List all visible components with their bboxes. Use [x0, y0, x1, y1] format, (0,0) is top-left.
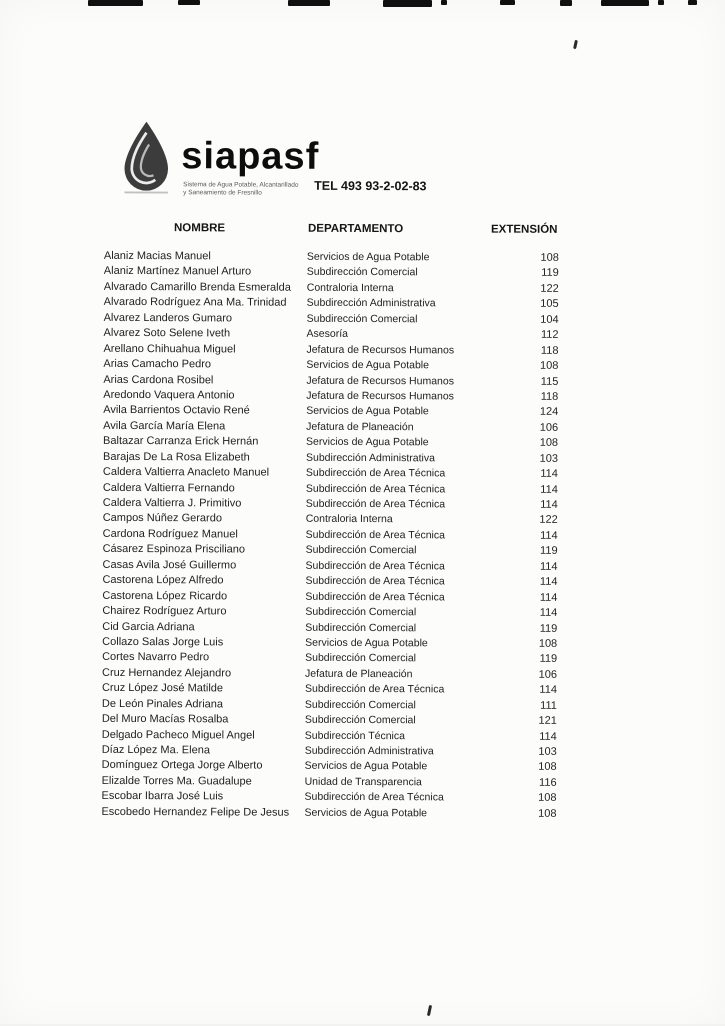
- cell-extension: 118: [506, 343, 558, 359]
- column-header-departamento: DEPARTAMENTO: [308, 223, 403, 235]
- column-header-nombre: NOMBRE: [174, 222, 225, 234]
- cell-departamento: Subdirección de Area Técnica: [305, 574, 505, 590]
- cell-nombre: Del Muro Macías Rosalba: [102, 712, 305, 728]
- cell-nombre: Casas Avila José Guillermo: [102, 558, 305, 574]
- cell-departamento: Contraloria Interna: [306, 512, 506, 528]
- cell-extension: 108: [506, 436, 558, 452]
- cell-departamento: Servicios de Agua Potable: [306, 358, 506, 374]
- cell-nombre: Campos Núñez Gerardo: [103, 511, 306, 527]
- cell-extension: 124: [506, 405, 558, 421]
- cell-departamento: Subdirección de Area Técnica: [306, 528, 506, 544]
- cell-nombre: Escobar Ibarra José Luis: [101, 789, 304, 805]
- cell-nombre: Alvarado Rodríguez Ana Ma. Trinidad: [104, 295, 307, 311]
- cell-nombre: Avila Barrientos Octavio René: [103, 403, 306, 419]
- cell-departamento: Jefatura de Recursos Humanos: [306, 389, 506, 405]
- cell-departamento: Unidad de Transparencia: [305, 775, 505, 791]
- siapasf-logo: [111, 119, 321, 210]
- column-header-extension: EXTENSIÓN: [491, 224, 558, 236]
- cell-nombre: Caldera Valtierra Anacleto Manuel: [103, 465, 306, 481]
- cell-extension: 108: [507, 251, 559, 267]
- cell-departamento: Contraloria Interna: [307, 281, 507, 297]
- cell-nombre: Collazo Salas Jorge Luis: [102, 635, 305, 651]
- cell-departamento: Jefatura de Recursos Humanos: [306, 373, 506, 389]
- cell-departamento: Subdirección Administrativa: [306, 450, 506, 466]
- cell-extension: 108: [506, 359, 558, 375]
- cell-departamento: Subdirección de Area Técnica: [305, 589, 505, 605]
- cell-departamento: Subdirección de Area Técnica: [306, 497, 506, 513]
- cell-extension: 108: [505, 760, 557, 776]
- cell-extension: 108: [504, 806, 556, 822]
- cell-nombre: Alaniz Martínez Manuel Arturo: [104, 264, 307, 280]
- cell-departamento: Subdirección de Area Técnica: [306, 466, 506, 482]
- cell-extension: 114: [505, 606, 557, 622]
- cell-departamento: Jefatura de Recursos Humanos: [306, 342, 506, 358]
- cell-extension: 114: [505, 575, 557, 591]
- cell-nombre: Castorena López Alfredo: [102, 573, 305, 589]
- cell-extension: 114: [505, 559, 557, 575]
- cell-nombre: Escobedo Hernandez Felipe De Jesus: [101, 805, 304, 821]
- cell-departamento: Subdirección de Area Técnica: [304, 790, 504, 806]
- cell-extension: 114: [505, 683, 557, 699]
- cell-nombre: Caldera Valtierra Fernando: [103, 480, 306, 496]
- cell-departamento: Subdirección Técnica: [305, 728, 505, 744]
- cell-departamento: Subdirección Comercial: [307, 312, 507, 328]
- cell-departamento: Jefatura de Planeación: [305, 667, 505, 683]
- logo-tagline-line2: y Saneamiento de Fresnillo: [183, 189, 298, 198]
- cell-extension: 114: [506, 467, 558, 483]
- cell-departamento: Servicios de Agua Potable: [306, 404, 506, 420]
- cell-departamento: Subdirección Comercial: [305, 713, 505, 729]
- cell-departamento: Asesoría: [307, 327, 507, 343]
- cell-nombre: Barajas De La Rosa Elizabeth: [103, 450, 306, 466]
- cell-nombre: Delgado Pacheco Miguel Angel: [102, 727, 305, 743]
- cell-extension: 104: [507, 312, 559, 328]
- cell-nombre: Arias Camacho Pedro: [103, 357, 306, 373]
- cell-extension: 122: [506, 513, 558, 529]
- table-row: [101, 805, 561, 822]
- cell-departamento: Subdirección Comercial: [305, 697, 505, 713]
- cell-departamento: Subdirección Comercial: [307, 265, 507, 281]
- cell-departamento: Servicios de Agua Potable: [305, 636, 505, 652]
- cell-nombre: Aredondo Vaquera Antonio: [103, 388, 306, 404]
- cell-nombre: Cid Garcia Adriana: [102, 619, 305, 635]
- cell-departamento: Servicios de Agua Potable: [306, 435, 506, 451]
- logo-tagline-line1: Sistema de Agua Potable, Alcantarillado: [183, 181, 298, 190]
- cell-nombre: De León Pinales Adriana: [102, 697, 305, 713]
- cell-nombre: Arias Cardona Rosibel: [103, 372, 306, 388]
- water-drop-icon: [117, 119, 175, 202]
- cell-departamento: Subdirección Comercial: [306, 543, 506, 559]
- cell-extension: 103: [505, 745, 557, 761]
- cell-departamento: Subdirección Administrativa: [305, 744, 505, 760]
- cell-departamento: Subdirección de Area Técnica: [305, 559, 505, 575]
- cell-departamento: Servicios de Agua Potable: [305, 759, 505, 775]
- cell-extension: 114: [506, 498, 558, 514]
- cell-nombre: Arellano Chihuahua Miguel: [103, 341, 306, 357]
- cell-nombre: Avila García María Elena: [103, 419, 306, 435]
- cell-extension: 115: [506, 374, 558, 390]
- cell-extension: 112: [507, 328, 559, 344]
- cell-extension: 114: [506, 482, 558, 498]
- cell-extension: 119: [507, 266, 559, 282]
- cell-departamento: Subdirección de Area Técnica: [305, 682, 505, 698]
- cell-extension: 103: [506, 451, 558, 467]
- cell-nombre: Cásarez Espinoza Prisciliano: [103, 542, 306, 558]
- cell-nombre: Baltazar Carranza Erick Hernán: [103, 434, 306, 450]
- cell-extension: 121: [505, 714, 557, 730]
- cell-departamento: Servicios de Agua Potable: [307, 250, 507, 266]
- cell-nombre: Díaz López Ma. Elena: [102, 743, 305, 759]
- cell-extension: 108: [504, 791, 556, 807]
- logo-wordmark: siapasf: [181, 135, 319, 179]
- cell-nombre: Alvarado Camarillo Brenda Esmeralda: [104, 280, 307, 296]
- cell-departamento: Subdirección Comercial: [305, 651, 505, 667]
- cell-nombre: Cortes Navarro Pedro: [102, 650, 305, 666]
- phone-number: TEL 493 93-2-02-83: [314, 179, 426, 193]
- cell-extension: 106: [505, 667, 557, 683]
- cell-extension: 105: [507, 297, 559, 313]
- cell-nombre: Cruz López José Matilde: [102, 681, 305, 697]
- cell-nombre: Chairez Rodríguez Arturo: [102, 604, 305, 620]
- cell-departamento: Subdirección Comercial: [305, 605, 505, 621]
- cell-departamento: Subdirección Administrativa: [307, 296, 507, 312]
- cell-extension: 111: [505, 698, 557, 714]
- cell-extension: 119: [505, 621, 557, 637]
- cell-extension: 114: [505, 729, 557, 745]
- cell-nombre: Caldera Valtierra J. Primitivo: [103, 496, 306, 512]
- logo-tagline: [183, 181, 298, 198]
- cell-nombre: Alvarez Soto Selene Iveth: [104, 326, 307, 342]
- cell-departamento: Servicios de Agua Potable: [304, 806, 504, 822]
- cell-extension: 119: [506, 544, 558, 560]
- cell-extension: 118: [506, 390, 558, 406]
- cell-extension: 122: [507, 282, 559, 298]
- cell-departamento: Subdirección Comercial: [305, 620, 505, 636]
- cell-extension: 116: [505, 776, 557, 792]
- cell-extension: 106: [506, 420, 558, 436]
- cell-nombre: Alvarez Landeros Gumaro: [104, 311, 307, 327]
- cell-nombre: Alaniz Macias Manuel: [104, 249, 307, 265]
- cell-departamento: Subdirección de Area Técnica: [306, 481, 506, 497]
- directory-rows: [101, 249, 563, 822]
- cell-nombre: Cruz Hernandez Alejandro: [102, 666, 305, 682]
- cell-extension: 108: [505, 637, 557, 653]
- cell-nombre: Domínguez Ortega Jorge Alberto: [102, 758, 305, 774]
- cell-extension: 119: [505, 652, 557, 668]
- cell-nombre: Elizalde Torres Ma. Guadalupe: [102, 774, 305, 790]
- cell-departamento: Jefatura de Planeación: [306, 420, 506, 436]
- cell-nombre: Castorena López Ricardo: [102, 588, 305, 604]
- cell-extension: 114: [505, 590, 557, 606]
- cell-nombre: Cardona Rodríguez Manuel: [103, 527, 306, 543]
- cell-extension: 114: [506, 529, 558, 545]
